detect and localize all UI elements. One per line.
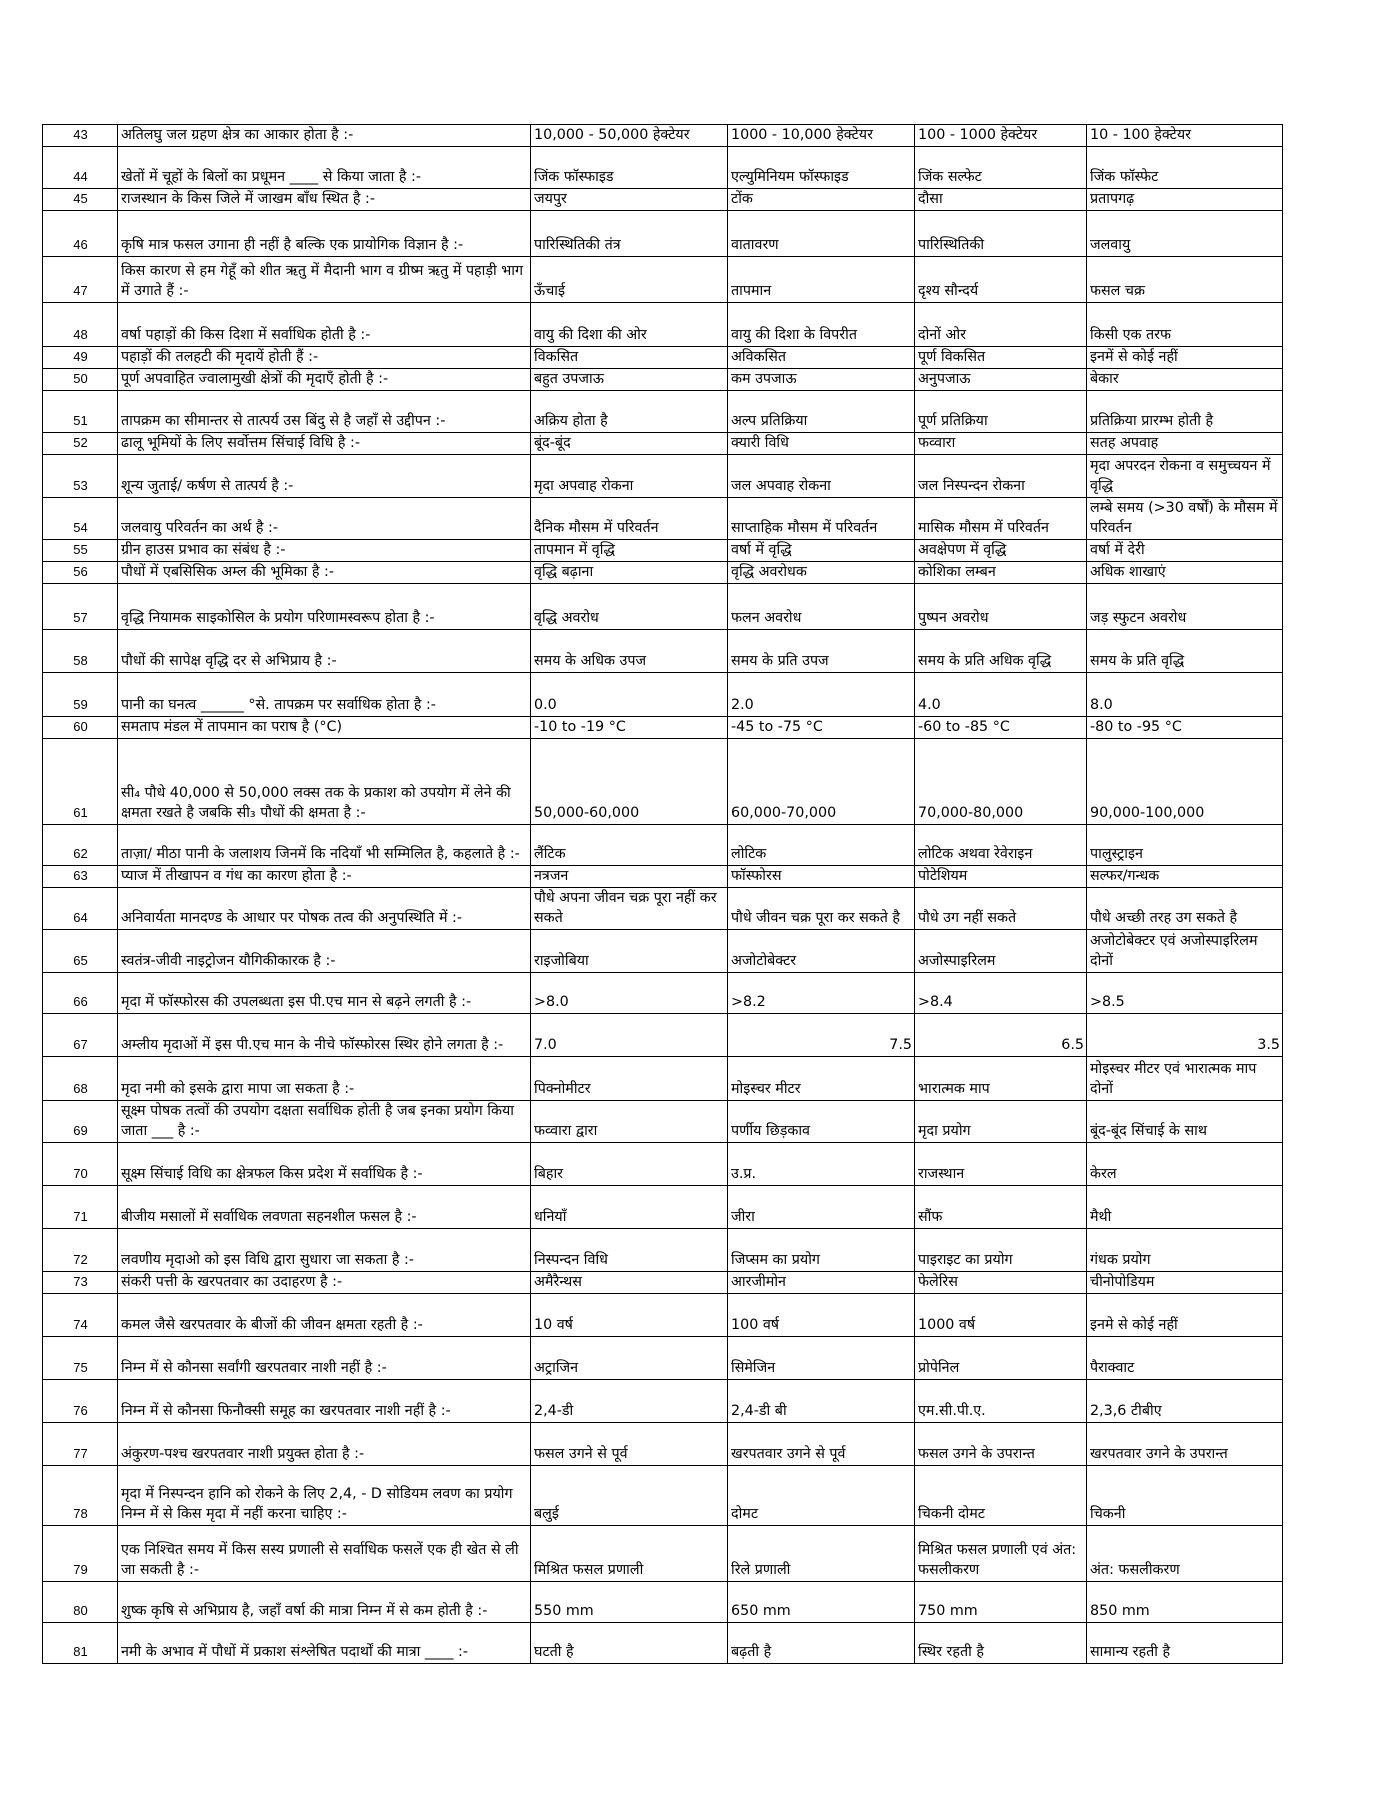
option-c: भारात्मक माप bbox=[915, 1057, 1087, 1101]
option-c: पूर्ण विकसित bbox=[915, 347, 1087, 369]
option-a: बलुई bbox=[531, 1466, 728, 1526]
option-d: समय के प्रति वृद्धि bbox=[1087, 630, 1283, 673]
table-row bbox=[43, 540, 1283, 562]
option-a: जिंक फॉस्फाइड bbox=[531, 147, 728, 189]
question-number: 79 bbox=[43, 1526, 118, 1582]
question-text: कमल जैसे खरपतवार के बीजों की जीवन क्षमता रहती है :- bbox=[118, 1294, 531, 1337]
table-row bbox=[43, 257, 1283, 303]
option-a: अट्राजिन bbox=[531, 1337, 728, 1380]
question-text: पौधों में एबसिसिक अम्ल की भूमिका है :- bbox=[118, 562, 531, 584]
table-row bbox=[43, 825, 1283, 866]
option-b: दोमट bbox=[728, 1466, 915, 1526]
question-number: 73 bbox=[43, 1272, 118, 1294]
table-row bbox=[43, 584, 1283, 630]
question-number: 66 bbox=[43, 973, 118, 1014]
option-a: वृद्धि बढ़ाना bbox=[531, 562, 728, 584]
option-a: बिहार bbox=[531, 1143, 728, 1186]
option-b: -45 to -75 °C bbox=[728, 717, 915, 739]
question-text: सूक्ष्म सिंचाई विधि का क्षेत्रफल किस प्रदेश में सर्वाधिक है :- bbox=[118, 1143, 531, 1186]
option-b: जिप्सम का प्रयोग bbox=[728, 1229, 915, 1272]
option-c: अजोस्पाइरिलम bbox=[915, 930, 1087, 973]
option-b: रिले प्रणाली bbox=[728, 1526, 915, 1582]
option-c: पारिस्थितिकी bbox=[915, 211, 1087, 257]
option-c: दृश्य सौन्दर्य bbox=[915, 257, 1087, 303]
question-table bbox=[42, 124, 1283, 1664]
table-row bbox=[43, 1294, 1283, 1337]
option-d: 2,3,6 टीबीए bbox=[1087, 1380, 1283, 1423]
option-a: ऊँचाई bbox=[531, 257, 728, 303]
question-table-body bbox=[43, 125, 1283, 1664]
table-row bbox=[43, 673, 1283, 717]
option-d: फसल चक्र bbox=[1087, 257, 1283, 303]
option-d: 850 mm bbox=[1087, 1582, 1283, 1623]
question-number: 64 bbox=[43, 888, 118, 930]
option-c: 100 - 1000 हेक्टेयर bbox=[915, 125, 1087, 147]
table-row bbox=[43, 125, 1283, 147]
option-d: इनमें से कोई नहीं bbox=[1087, 347, 1283, 369]
table-row bbox=[43, 973, 1283, 1014]
option-d: सतह अपवाह bbox=[1087, 433, 1283, 455]
question-number: 80 bbox=[43, 1582, 118, 1623]
question-text: सी₄ पौधे 40,000 से 50,000 लक्स तक के प्रकाश को उपयोग में लेने की क्षमता रखते है जबकि सी₃ पौधों की क्षमता है :- bbox=[118, 739, 531, 825]
table-row bbox=[43, 498, 1283, 540]
option-b: जल अपवाह रोकना bbox=[728, 455, 915, 498]
question-number: 46 bbox=[43, 211, 118, 257]
table-row bbox=[43, 347, 1283, 369]
table-row bbox=[43, 1337, 1283, 1380]
option-a: विकसित bbox=[531, 347, 728, 369]
option-c: जल निस्पन्दन रोकना bbox=[915, 455, 1087, 498]
table-row bbox=[43, 211, 1283, 257]
question-text: शुष्क कृषि से अभिप्राय है, जहाँ वर्षा की मात्रा निम्न में से कम होती है :- bbox=[118, 1582, 531, 1623]
question-text: पूर्ण अपवाहित ज्वालामुखी क्षेत्रों की मृदाएँ होती है :- bbox=[118, 369, 531, 391]
question-text: मृदा नमी को इसके द्वारा मापा जा सकता है :- bbox=[118, 1057, 531, 1101]
option-c: पोटेशियम bbox=[915, 866, 1087, 888]
table-row bbox=[43, 369, 1283, 391]
option-b: वृद्धि अवरोधक bbox=[728, 562, 915, 584]
option-a: तापमान में वृद्धि bbox=[531, 540, 728, 562]
option-d: प्रतिक्रिया प्रारम्भ होती है bbox=[1087, 391, 1283, 433]
option-c: अवक्षेपण में वृद्धि bbox=[915, 540, 1087, 562]
option-c: अनुपजाऊ bbox=[915, 369, 1087, 391]
question-number: 74 bbox=[43, 1294, 118, 1337]
option-a: 7.0 bbox=[531, 1014, 728, 1057]
question-text: तापक्रम का सीमान्तर से तात्पर्य उस बिंदु से है जहाँ से उद्दीपन :- bbox=[118, 391, 531, 433]
option-d: लम्बे समय (>30 वर्षों) के मौसम में परिवर्तन bbox=[1087, 498, 1283, 540]
question-number: 49 bbox=[43, 347, 118, 369]
question-number: 60 bbox=[43, 717, 118, 739]
option-c: 1000 वर्ष bbox=[915, 1294, 1087, 1337]
option-a: पिक्नोमीटर bbox=[531, 1057, 728, 1101]
table-row bbox=[43, 717, 1283, 739]
question-number: 55 bbox=[43, 540, 118, 562]
option-d: 90,000-100,000 bbox=[1087, 739, 1283, 825]
question-number: 65 bbox=[43, 930, 118, 973]
table-row bbox=[43, 303, 1283, 347]
option-a: 10 वर्ष bbox=[531, 1294, 728, 1337]
option-c: पूर्ण प्रतिक्रिया bbox=[915, 391, 1087, 433]
question-number: 57 bbox=[43, 584, 118, 630]
table-row bbox=[43, 1186, 1283, 1229]
option-b: आरजीमोन bbox=[728, 1272, 915, 1294]
table-row bbox=[43, 1423, 1283, 1466]
question-text: नमी के अभाव में पौधों में प्रकाश संश्लेषित पदार्थों की मात्रा ____ :- bbox=[118, 1623, 531, 1664]
option-a: दैनिक मौसम में परिवर्तन bbox=[531, 498, 728, 540]
option-c: स्थिर रहती है bbox=[915, 1623, 1087, 1664]
table-row bbox=[43, 391, 1283, 433]
question-text: ग्रीन हाउस प्रभाव का संबंध है :- bbox=[118, 540, 531, 562]
question-number: 77 bbox=[43, 1423, 118, 1466]
option-c: मिश्रित फसल प्रणाली एवं अंत: फसलीकरण bbox=[915, 1526, 1087, 1582]
option-b: 100 वर्ष bbox=[728, 1294, 915, 1337]
option-d: अजोटोबेक्टर एवं अजोस्पाइरिलम दोनों bbox=[1087, 930, 1283, 973]
option-a: समय के अधिक उपज bbox=[531, 630, 728, 673]
question-text: खेतों में चूहों के बिलों का प्रधूमन ____ से किया जाता है :- bbox=[118, 147, 531, 189]
question-text: वृद्धि नियामक साइकोसिल के प्रयोग परिणामस्वरूप होता है :- bbox=[118, 584, 531, 630]
option-c: दोनों ओर bbox=[915, 303, 1087, 347]
option-b: पर्णीय छिड़काव bbox=[728, 1101, 915, 1143]
option-a: राइजोबिया bbox=[531, 930, 728, 973]
table-row bbox=[43, 147, 1283, 189]
option-b: तापमान bbox=[728, 257, 915, 303]
option-c: 6.5 bbox=[915, 1014, 1087, 1057]
question-text: प्याज में तीखापन व गंध का कारण होता है :- bbox=[118, 866, 531, 888]
option-d: वर्षा में देरी bbox=[1087, 540, 1283, 562]
table-row bbox=[43, 433, 1283, 455]
option-b: 1000 - 10,000 हेक्टेयर bbox=[728, 125, 915, 147]
option-b: वर्षा में वृद्धि bbox=[728, 540, 915, 562]
question-text: कृषि मात्र फसल उगाना ही नहीं है बल्कि एक प्रायोगिक विज्ञान है :- bbox=[118, 211, 531, 257]
question-number: 81 bbox=[43, 1623, 118, 1664]
table-row bbox=[43, 1526, 1283, 1582]
question-text: मृदा में निस्पन्दन हानि को रोकने के लिए 2,4, - D सोडियम लवण का प्रयोग निम्न में से किस मृदा में नहीं करना चाहिए :- bbox=[118, 1466, 531, 1526]
table-row bbox=[43, 1582, 1283, 1623]
option-b: वातावरण bbox=[728, 211, 915, 257]
question-number: 54 bbox=[43, 498, 118, 540]
option-c: मासिक मौसम में परिवर्तन bbox=[915, 498, 1087, 540]
option-c: समय के प्रति अधिक वृद्धि bbox=[915, 630, 1087, 673]
option-a: धनियाँ bbox=[531, 1186, 728, 1229]
option-b: समय के प्रति उपज bbox=[728, 630, 915, 673]
question-number: 51 bbox=[43, 391, 118, 433]
option-b: फलन अवरोध bbox=[728, 584, 915, 630]
option-b: वायु की दिशा के विपरीत bbox=[728, 303, 915, 347]
option-d: मृदा अपरदन रोकना व समुच्चयन में वृद्धि bbox=[1087, 455, 1283, 498]
option-c: दौसा bbox=[915, 189, 1087, 211]
option-c: जिंक सल्फेट bbox=[915, 147, 1087, 189]
table-row bbox=[43, 930, 1283, 973]
question-number: 75 bbox=[43, 1337, 118, 1380]
question-number: 48 bbox=[43, 303, 118, 347]
table-row bbox=[43, 189, 1283, 211]
question-number: 53 bbox=[43, 455, 118, 498]
option-d: किसी एक तरफ bbox=[1087, 303, 1283, 347]
option-a: फव्वारा द्वारा bbox=[531, 1101, 728, 1143]
option-d: चिकनी bbox=[1087, 1466, 1283, 1526]
option-a: घटती है bbox=[531, 1623, 728, 1664]
option-d: >8.5 bbox=[1087, 973, 1283, 1014]
option-b: पौधे जीवन चक्र पूरा कर सकते है bbox=[728, 888, 915, 930]
table-row bbox=[43, 1466, 1283, 1526]
table-row bbox=[43, 1014, 1283, 1057]
option-c: 750 mm bbox=[915, 1582, 1087, 1623]
option-d: सल्फर/गन्धक bbox=[1087, 866, 1283, 888]
option-b: जीरा bbox=[728, 1186, 915, 1229]
option-d: गंधक प्रयोग bbox=[1087, 1229, 1283, 1272]
option-d: इनमे से कोई नहीं bbox=[1087, 1294, 1283, 1337]
option-b: फॉस्फोरस bbox=[728, 866, 915, 888]
option-c: मृदा प्रयोग bbox=[915, 1101, 1087, 1143]
option-a: 550 mm bbox=[531, 1582, 728, 1623]
option-c: चिकनी दोमट bbox=[915, 1466, 1087, 1526]
option-c: एम.सी.पी.ए. bbox=[915, 1380, 1087, 1423]
question-text: बीजीय मसालों में सर्वाधिक लवणता सहनशील फसल है :- bbox=[118, 1186, 531, 1229]
option-b: मोइस्चर मीटर bbox=[728, 1057, 915, 1101]
option-a: लैंटिक bbox=[531, 825, 728, 866]
option-d: बेकार bbox=[1087, 369, 1283, 391]
question-text: समताप मंडल में तापमान का पराष है (°C) bbox=[118, 717, 531, 739]
table-row bbox=[43, 1101, 1283, 1143]
option-a: पौधे अपना जीवन चक्र पूरा नहीं कर सकते bbox=[531, 888, 728, 930]
question-number: 67 bbox=[43, 1014, 118, 1057]
table-row bbox=[43, 888, 1283, 930]
option-a: -10 to -19 °C bbox=[531, 717, 728, 739]
question-text: स्वतंत्र-जीवी नाइट्रोजन यौगिकीकारक है :- bbox=[118, 930, 531, 973]
option-d: 3.5 bbox=[1087, 1014, 1283, 1057]
option-b: 7.5 bbox=[728, 1014, 915, 1057]
question-text: पहाड़ों की तलहटी की मृदायें होती हैं :- bbox=[118, 347, 531, 369]
table-row bbox=[43, 455, 1283, 498]
option-c: फव्वारा bbox=[915, 433, 1087, 455]
question-text: अनिवार्यता मानदण्ड के आधार पर पोषक तत्व की अनुपस्थिति में :- bbox=[118, 888, 531, 930]
option-d: अधिक शाखाएं bbox=[1087, 562, 1283, 584]
option-a: 0.0 bbox=[531, 673, 728, 717]
question-text: अंकुरण-पश्च खरपतवार नाशी प्रयुक्त होता है :- bbox=[118, 1423, 531, 1466]
option-b: बढ़ती है bbox=[728, 1623, 915, 1664]
question-number: 78 bbox=[43, 1466, 118, 1526]
option-b: 650 mm bbox=[728, 1582, 915, 1623]
option-c: फसल उगने के उपरान्त bbox=[915, 1423, 1087, 1466]
question-number: 43 bbox=[43, 125, 118, 147]
question-number: 71 bbox=[43, 1186, 118, 1229]
option-a: मिश्रित फसल प्रणाली bbox=[531, 1526, 728, 1582]
question-text: अम्लीय मृदाओं में इस पी.एच मान के नीचे फॉस्फोरस स्थिर होने लगता है :- bbox=[118, 1014, 531, 1057]
question-number: 52 bbox=[43, 433, 118, 455]
option-b: 2,4-डी बी bbox=[728, 1380, 915, 1423]
table-row bbox=[43, 1272, 1283, 1294]
option-c: सौंफ bbox=[915, 1186, 1087, 1229]
option-a: >8.0 bbox=[531, 973, 728, 1014]
option-a: 10,000 - 50,000 हेक्टेयर bbox=[531, 125, 728, 147]
option-c: कोशिका लम्बन bbox=[915, 562, 1087, 584]
question-number: 72 bbox=[43, 1229, 118, 1272]
question-text: मृदा में फॉस्फोरस की उपलब्धता इस पी.एच मान से बढ़ने लगती है :- bbox=[118, 973, 531, 1014]
option-c: प्रोपेनिल bbox=[915, 1337, 1087, 1380]
option-b: एल्युमिनियम फॉस्फाइड bbox=[728, 147, 915, 189]
option-d: जड़ स्फुटन अवरोध bbox=[1087, 584, 1283, 630]
question-text: वर्षा पहाड़ों की किस दिशा में सर्वाधिक होती है :- bbox=[118, 303, 531, 347]
option-a: वृद्धि अवरोध bbox=[531, 584, 728, 630]
option-a: नत्रजन bbox=[531, 866, 728, 888]
table-row bbox=[43, 630, 1283, 673]
option-c: 70,000-80,000 bbox=[915, 739, 1087, 825]
option-c: >8.4 bbox=[915, 973, 1087, 1014]
option-b: अविकसित bbox=[728, 347, 915, 369]
question-number: 63 bbox=[43, 866, 118, 888]
question-text: शून्य जुताई/ कर्षण से तात्पर्य है :- bbox=[118, 455, 531, 498]
question-text: संकरी पत्ती के खरपतवार का उदाहरण है :- bbox=[118, 1272, 531, 1294]
option-d: पौधे अच्छी तरह उग सकते है bbox=[1087, 888, 1283, 930]
option-a: 2,4-डी bbox=[531, 1380, 728, 1423]
option-d: 10 - 100 हेक्टेयर bbox=[1087, 125, 1283, 147]
option-a: फसल उगने से पूर्व bbox=[531, 1423, 728, 1466]
question-number: 58 bbox=[43, 630, 118, 673]
option-d: 8.0 bbox=[1087, 673, 1283, 717]
option-d: खरपतवार उगने के उपरान्त bbox=[1087, 1423, 1283, 1466]
question-number: 68 bbox=[43, 1057, 118, 1101]
option-c: लोटिक अथवा रेवेराइन bbox=[915, 825, 1087, 866]
option-a: वायु की दिशा की ओर bbox=[531, 303, 728, 347]
question-number: 47 bbox=[43, 257, 118, 303]
question-text: निम्न में से कौनसा फिनौक्सी समूह का खरपतवार नाशी नहीं है :- bbox=[118, 1380, 531, 1423]
question-number: 70 bbox=[43, 1143, 118, 1186]
option-d: प्रतापगढ़ bbox=[1087, 189, 1283, 211]
option-c: राजस्थान bbox=[915, 1143, 1087, 1186]
option-a: अमैरैन्थस bbox=[531, 1272, 728, 1294]
option-b: >8.2 bbox=[728, 973, 915, 1014]
table-row bbox=[43, 1229, 1283, 1272]
question-text: निम्न में से कौनसा सर्वांगी खरपतवार नाशी नहीं है :- bbox=[118, 1337, 531, 1380]
option-b: अल्प प्रतिक्रिया bbox=[728, 391, 915, 433]
option-d: -80 to -95 °C bbox=[1087, 717, 1283, 739]
table-row bbox=[43, 739, 1283, 825]
option-d: चीनोपोडियम bbox=[1087, 1272, 1283, 1294]
question-text: अतिलघु जल ग्रहण क्षेत्र का आकार होता है :- bbox=[118, 125, 531, 147]
option-c: पुष्पन अवरोध bbox=[915, 584, 1087, 630]
option-d: अंत: फसलीकरण bbox=[1087, 1526, 1283, 1582]
option-d: जलवायु bbox=[1087, 211, 1283, 257]
option-d: मैथी bbox=[1087, 1186, 1283, 1229]
option-c: पाइराइट का प्रयोग bbox=[915, 1229, 1087, 1272]
question-number: 69 bbox=[43, 1101, 118, 1143]
option-b: उ.प्र. bbox=[728, 1143, 915, 1186]
option-c: पौधे उग नहीं सकते bbox=[915, 888, 1087, 930]
option-d: केरल bbox=[1087, 1143, 1283, 1186]
question-number: 45 bbox=[43, 189, 118, 211]
table-row bbox=[43, 1143, 1283, 1186]
question-text: जलवायु परिवर्तन का अर्थ है :- bbox=[118, 498, 531, 540]
question-text: पौधों की सापेक्ष वृद्धि दर से अभिप्राय है :- bbox=[118, 630, 531, 673]
table-row bbox=[43, 562, 1283, 584]
option-d: जिंक फॉस्फेट bbox=[1087, 147, 1283, 189]
question-text: सूक्ष्म पोषक तत्वों की उपयोग दक्षता सर्वाधिक होती है जब इनका प्रयोग किया जाता ___ है :- bbox=[118, 1101, 531, 1143]
question-number: 50 bbox=[43, 369, 118, 391]
question-text: पानी का घनत्व ______ °से. तापक्रम पर सर्वाधिक होता है :- bbox=[118, 673, 531, 717]
table-row bbox=[43, 1623, 1283, 1664]
option-b: 60,000-70,000 bbox=[728, 739, 915, 825]
option-a: पारिस्थितिकी तंत्र bbox=[531, 211, 728, 257]
option-b: खरपतवार उगने से पूर्व bbox=[728, 1423, 915, 1466]
table-row bbox=[43, 866, 1283, 888]
option-d: पालुस्ट्राइन bbox=[1087, 825, 1283, 866]
option-b: क्यारी विधि bbox=[728, 433, 915, 455]
table-row bbox=[43, 1057, 1283, 1101]
question-number: 59 bbox=[43, 673, 118, 717]
option-a: 50,000-60,000 bbox=[531, 739, 728, 825]
option-b: टोंक bbox=[728, 189, 915, 211]
question-number: 56 bbox=[43, 562, 118, 584]
option-a: बहुत उपजाऊ bbox=[531, 369, 728, 391]
question-text: किस कारण से हम गेहूँ को शीत ऋतु में मैदानी भाग व ग्रीष्म ऋतु में पहाड़ी भाग में उगाते हैं :- bbox=[118, 257, 531, 303]
question-text: ढालू भूमियों के लिए सर्वोत्तम सिंचाई विधि है :- bbox=[118, 433, 531, 455]
option-a: निस्पन्दन विधि bbox=[531, 1229, 728, 1272]
option-b: कम उपजाऊ bbox=[728, 369, 915, 391]
option-c: -60 to -85 °C bbox=[915, 717, 1087, 739]
option-c: 4.0 bbox=[915, 673, 1087, 717]
option-c: फेलेरिस bbox=[915, 1272, 1087, 1294]
option-d: मोइस्चर मीटर एवं भारात्मक माप दोनों bbox=[1087, 1057, 1283, 1101]
option-d: पैराक्वाट bbox=[1087, 1337, 1283, 1380]
option-b: 2.0 bbox=[728, 673, 915, 717]
question-text: लवणीय मृदाओ को इस विधि द्वारा सुधारा जा सकता है :- bbox=[118, 1229, 531, 1272]
option-a: बूंद-बूंद bbox=[531, 433, 728, 455]
option-b: लोटिक bbox=[728, 825, 915, 866]
option-d: सामान्य रहती है bbox=[1087, 1623, 1283, 1664]
question-text: राजस्थान के किस जिले में जाखम बाँध स्थित है :- bbox=[118, 189, 531, 211]
option-d: बूंद-बूंद सिंचाई के साथ bbox=[1087, 1101, 1283, 1143]
question-number: 61 bbox=[43, 739, 118, 825]
option-b: सिमेजिन bbox=[728, 1337, 915, 1380]
question-text: ताज़ा/ मीठा पानी के जलाशय जिनमें कि नदियाँ भी सम्मिलित है, कहलाते है :- bbox=[118, 825, 531, 866]
question-text: एक निश्चित समय में किस सस्य प्रणाली से सर्वाधिक फसलें एक ही खेत से ली जा सकती है :- bbox=[118, 1526, 531, 1582]
option-b: साप्ताहिक मौसम में परिवर्तन bbox=[728, 498, 915, 540]
question-number: 44 bbox=[43, 147, 118, 189]
option-a: अक्रिय होता है bbox=[531, 391, 728, 433]
option-a: मृदा अपवाह रोकना bbox=[531, 455, 728, 498]
option-a: जयपुर bbox=[531, 189, 728, 211]
question-number: 76 bbox=[43, 1380, 118, 1423]
option-b: अजोटोबेक्टर bbox=[728, 930, 915, 973]
question-number: 62 bbox=[43, 825, 118, 866]
table-row bbox=[43, 1380, 1283, 1423]
